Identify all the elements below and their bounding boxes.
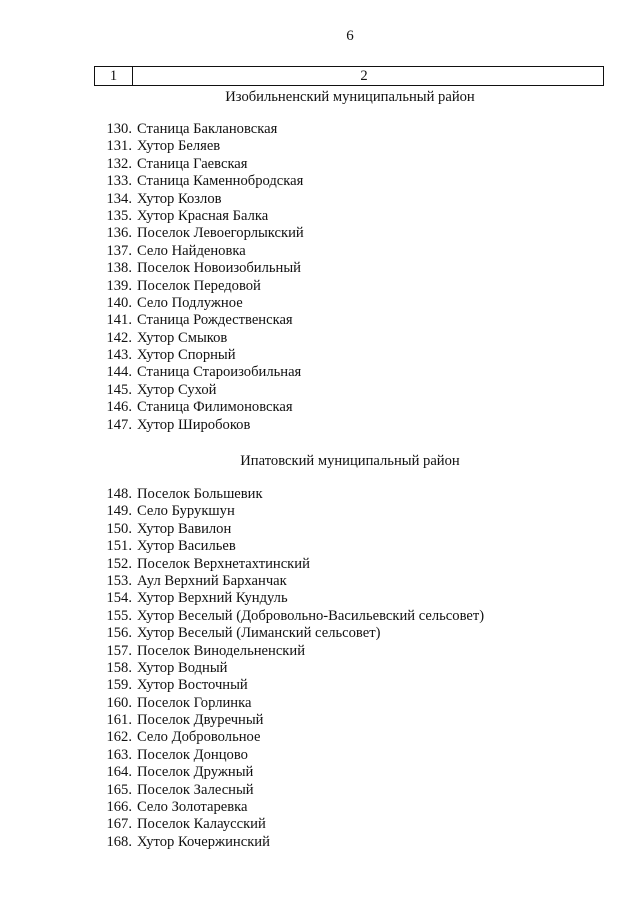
- item-name: Поселок Залесный: [137, 781, 254, 798]
- item-number: 168.: [106, 833, 132, 850]
- item-name: Хутор Веселый (Лиманский сельсовет): [137, 625, 381, 642]
- item-number: 136.: [106, 225, 132, 242]
- list-item: [101, 573, 484, 590]
- item-name: Поселок Горлинка: [137, 694, 252, 711]
- item-number: 132.: [106, 155, 132, 172]
- item-name: Хутор Спорный: [137, 347, 236, 364]
- item-number: 133.: [106, 173, 132, 190]
- item-name: Хутор Васильев: [137, 538, 236, 555]
- item-number: 163.: [106, 746, 132, 763]
- item-number: 147.: [106, 416, 132, 433]
- item-name: Село Бурукшун: [137, 503, 235, 520]
- list-item: [101, 834, 484, 851]
- item-number: 143.: [106, 347, 132, 364]
- item-number: 146.: [106, 399, 132, 416]
- list-item: [101, 816, 484, 833]
- item-name: Станица Гаевская: [137, 155, 248, 172]
- item-name: Поселок Винодельненский: [137, 642, 306, 659]
- item-name: Станица Филимоновская: [137, 399, 293, 416]
- item-name: Хутор Широбоков: [137, 416, 251, 433]
- item-name: Село Золотаревка: [137, 799, 248, 816]
- settlement-list-ipatovsky: [101, 486, 484, 851]
- item-number: 167.: [106, 816, 132, 833]
- item-name: Поселок Верхнетахтинский: [137, 555, 310, 572]
- item-number: 155.: [106, 607, 132, 624]
- list-item: [101, 191, 304, 208]
- item-number: 166.: [106, 799, 132, 816]
- item-number: 148.: [106, 486, 132, 502]
- item-number: 142.: [106, 329, 132, 346]
- item-name: Хутор Красная Балка: [137, 207, 269, 224]
- item-name: Станица Каменнобродская: [137, 173, 304, 190]
- item-number: 141.: [106, 312, 132, 329]
- list-item: [101, 243, 304, 260]
- item-name: Хутор Водный: [137, 659, 228, 676]
- list-item: [101, 156, 304, 173]
- list-item: [101, 364, 304, 381]
- list-item: [101, 590, 484, 607]
- item-number: 131.: [106, 138, 132, 155]
- item-name: Хутор Смыков: [137, 329, 228, 346]
- item-name: Поселок Калаусский: [137, 816, 266, 833]
- list-item: [101, 295, 304, 312]
- list-item: [101, 208, 304, 225]
- item-name: Поселок Дружный: [137, 764, 254, 781]
- list-item: [101, 260, 304, 277]
- item-name: Хутор Козлов: [137, 190, 222, 207]
- item-number: 150.: [106, 520, 132, 537]
- list-item: [101, 782, 484, 799]
- list-item: [101, 764, 484, 781]
- item-name: Село Добровольное: [137, 729, 261, 746]
- item-name: Хутор Восточный: [137, 677, 248, 694]
- list-item: [101, 503, 484, 520]
- list-item: [101, 608, 484, 625]
- page-number: 6: [346, 28, 354, 44]
- item-name: Село Найденовка: [137, 242, 246, 259]
- list-item: [101, 278, 304, 295]
- item-number: 156.: [106, 625, 132, 642]
- item-name: Хутор Кочержинский: [137, 833, 270, 850]
- item-name: Поселок Передовой: [137, 277, 261, 294]
- item-name: Аул Верхний Барханчак: [137, 572, 287, 589]
- item-number: 145.: [106, 381, 132, 398]
- list-item: [101, 643, 484, 660]
- column-header-table: [94, 66, 604, 86]
- list-item: [101, 695, 484, 712]
- list-item: [101, 521, 484, 538]
- item-number: 154.: [106, 590, 132, 607]
- list-item: [101, 312, 304, 329]
- item-name: Хутор Верхний Кундуль: [137, 590, 288, 607]
- item-number: 164.: [106, 764, 132, 781]
- column-header-1-label: 1: [109, 68, 118, 84]
- list-item: [101, 330, 304, 347]
- item-name: Поселок Новоизобильный: [137, 260, 301, 277]
- item-number: 130.: [106, 121, 132, 137]
- list-item: [101, 347, 304, 364]
- list-item: [101, 538, 484, 555]
- item-number: 149.: [106, 503, 132, 520]
- item-number: 153.: [106, 572, 132, 589]
- item-number: 161.: [106, 712, 132, 729]
- item-number: 139.: [106, 277, 132, 294]
- list-item: [101, 417, 304, 434]
- item-number: 134.: [106, 190, 132, 207]
- item-name: Станица Рождественская: [137, 312, 293, 329]
- item-number: 152.: [106, 555, 132, 572]
- section-title-ipatovsky: Ипатовский муниципальный район: [240, 453, 460, 469]
- item-number: 138.: [106, 260, 132, 277]
- item-number: 144.: [106, 364, 132, 381]
- item-number: 151.: [106, 538, 132, 555]
- column-header-2-label: 2: [360, 68, 368, 84]
- item-number: 140.: [106, 294, 132, 311]
- item-number: 160.: [106, 694, 132, 711]
- item-name: Хутор Беляев: [137, 138, 221, 155]
- list-item: [101, 660, 484, 677]
- list-item: [101, 677, 484, 694]
- list-item: [101, 747, 484, 764]
- list-item: [101, 556, 484, 573]
- item-number: 162.: [106, 729, 132, 746]
- list-item: [101, 138, 304, 155]
- item-name: Село Подлужное: [137, 294, 243, 311]
- list-item: [101, 399, 304, 416]
- item-name: Поселок Левоегорлыкский: [137, 225, 304, 242]
- column-header-1: [95, 67, 133, 85]
- list-item: [101, 486, 484, 503]
- list-item: [101, 799, 484, 816]
- item-number: 158.: [106, 659, 132, 676]
- list-item: [101, 173, 304, 190]
- list-item: [101, 225, 304, 242]
- item-name: Хутор Вавилон: [137, 520, 232, 537]
- item-name: Поселок Большевик: [137, 486, 263, 502]
- item-name: Станица Староизобильная: [137, 364, 302, 381]
- item-name: Станица Баклановская: [137, 121, 278, 137]
- list-item: [101, 121, 304, 138]
- list-item: [101, 382, 304, 399]
- section-title-izobilnensky: Изобильненский муниципальный район: [225, 89, 475, 105]
- item-name: Поселок Двуречный: [137, 712, 264, 729]
- item-name: Хутор Сухой: [137, 381, 217, 398]
- item-number: 165.: [106, 781, 132, 798]
- item-number: 137.: [106, 242, 132, 259]
- item-number: 157.: [106, 642, 132, 659]
- column-header-2: [133, 67, 603, 85]
- item-name: Поселок Донцово: [137, 746, 248, 763]
- item-number: 159.: [106, 677, 132, 694]
- settlement-list-izobilnensky: [101, 121, 304, 434]
- list-item: [101, 729, 484, 746]
- item-name: Хутор Веселый (Добровольно-Васильевский сельсовет): [137, 607, 485, 624]
- list-item: [101, 625, 484, 642]
- item-number: 135.: [106, 207, 132, 224]
- list-item: [101, 712, 484, 729]
